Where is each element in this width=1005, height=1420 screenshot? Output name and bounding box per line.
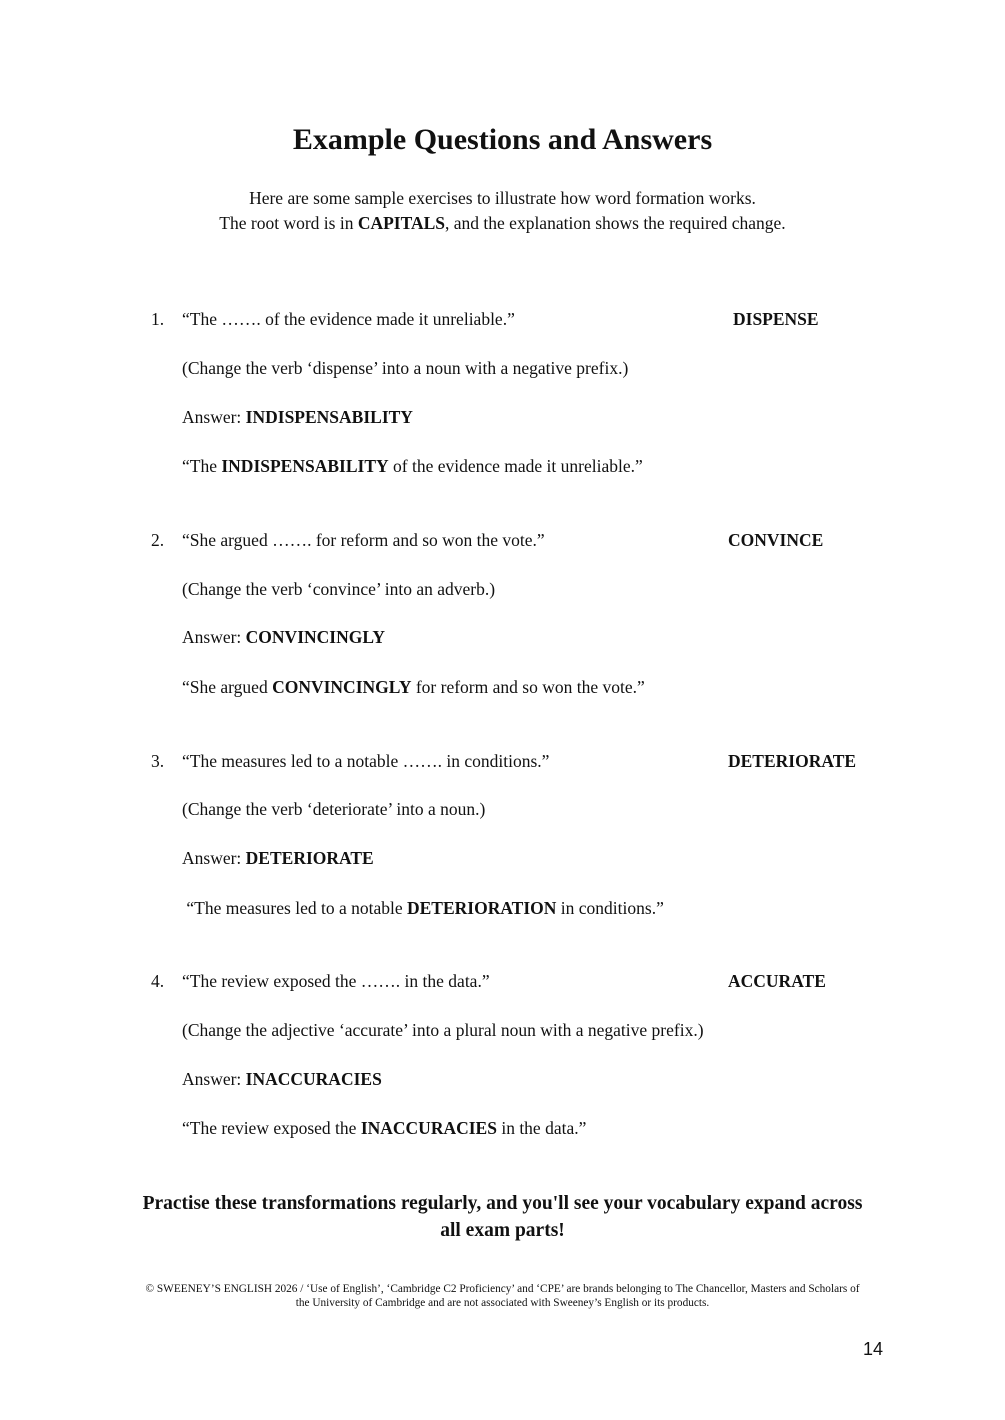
question-answer (182, 626, 385, 648)
question-number: 4. (151, 971, 165, 991)
completed-pre: “She argued (182, 677, 273, 697)
completed-post: in the data.” (496, 1118, 587, 1138)
closing-note (110, 1190, 895, 1244)
closing-line-2: all exam parts! (440, 1220, 565, 1241)
intro-line-2 (0, 211, 1005, 236)
completed-sentence (182, 1117, 586, 1139)
answer-word: INDISPENSABILITY (245, 407, 413, 427)
question-explanation: (Change the verb ‘deteriorate’ into a noun.) (182, 799, 486, 819)
question-answer (182, 1068, 382, 1090)
completed-post: of the evidence made it unreliable.” (388, 456, 643, 476)
answer-label: Answer: (182, 848, 246, 868)
question-answer (182, 847, 374, 869)
answer-word: CONVINCINGLY (245, 627, 386, 647)
completed-sentence (182, 897, 664, 919)
root-word: DISPENSE (733, 309, 819, 329)
intro-capitals: CAPITALS (357, 213, 446, 233)
completed-sentence (182, 455, 643, 477)
question-number: 3. (151, 751, 165, 771)
footer-line-2: the University of Cambridge and are not associated with Sweeney’s English or its products. (295, 1297, 710, 1309)
completed-answer: INACCURACIES (360, 1118, 497, 1138)
footer-line-1: © SWEENEY’S ENGLISH 2026 / ‘Use of English’, ‘Cambridge C2 Proficiency’ and ‘CPE’ are brands belonging to The Chancellor, Masters and Scholars of (145, 1283, 860, 1295)
question-number: 1. (151, 309, 165, 329)
intro-line-2-post: , and the explanation shows the required change. (445, 213, 786, 233)
completed-answer: INDISPENSABILITY (221, 456, 389, 476)
intro-line-2-pre: The root word is in (219, 213, 358, 233)
question-sentence: “The ……. of the evidence made it unreliable.” (182, 309, 515, 329)
page-number: 14 (862, 1339, 883, 1359)
completed-pre: “The measures led to a notable (182, 898, 407, 918)
question-explanation: (Change the verb ‘convince’ into an adverb.) (182, 579, 496, 599)
answer-label: Answer: (182, 407, 246, 427)
question-sentence: “She argued ……. for reform and so won the vote.” (182, 530, 545, 550)
intro-line-1: Here are some sample exercises to illustrate how word formation works. (249, 188, 756, 208)
page-title: Example Questions and Answers (292, 123, 713, 156)
completed-answer: DETERIORATION (406, 898, 557, 918)
answer-label: Answer: (182, 627, 246, 647)
completed-post: in conditions.” (556, 898, 664, 918)
answer-word: DETERIORATE (245, 848, 374, 868)
completed-answer: CONVINCINGLY (272, 677, 412, 697)
completed-post: for reform and so won the vote.” (411, 677, 645, 697)
completed-pre: “The review exposed the (182, 1118, 361, 1138)
completed-sentence (182, 676, 645, 698)
root-word: DETERIORATE (728, 751, 857, 771)
intro-paragraph (0, 186, 1005, 236)
question-sentence: “The review exposed the ……. in the data.” (182, 971, 490, 991)
root-word: ACCURATE (728, 971, 826, 991)
completed-pre: “The (182, 456, 222, 476)
question-explanation: (Change the verb ‘dispense’ into a noun with a negative prefix.) (182, 358, 629, 378)
question-explanation: (Change the adjective ‘accurate’ into a plural noun with a negative prefix.) (182, 1020, 704, 1040)
question-number: 2. (151, 530, 165, 550)
root-word: CONVINCE (728, 530, 824, 550)
copyright-footer (110, 1282, 895, 1310)
closing-line-1: Practise these transformations regularly, and you'll see your vocabulary expand across (142, 1193, 863, 1214)
question-sentence: “The measures led to a notable ……. in conditions.” (182, 751, 550, 771)
answer-label: Answer: (182, 1069, 246, 1089)
question-answer (182, 406, 413, 428)
answer-word: INACCURACIES (245, 1069, 382, 1089)
